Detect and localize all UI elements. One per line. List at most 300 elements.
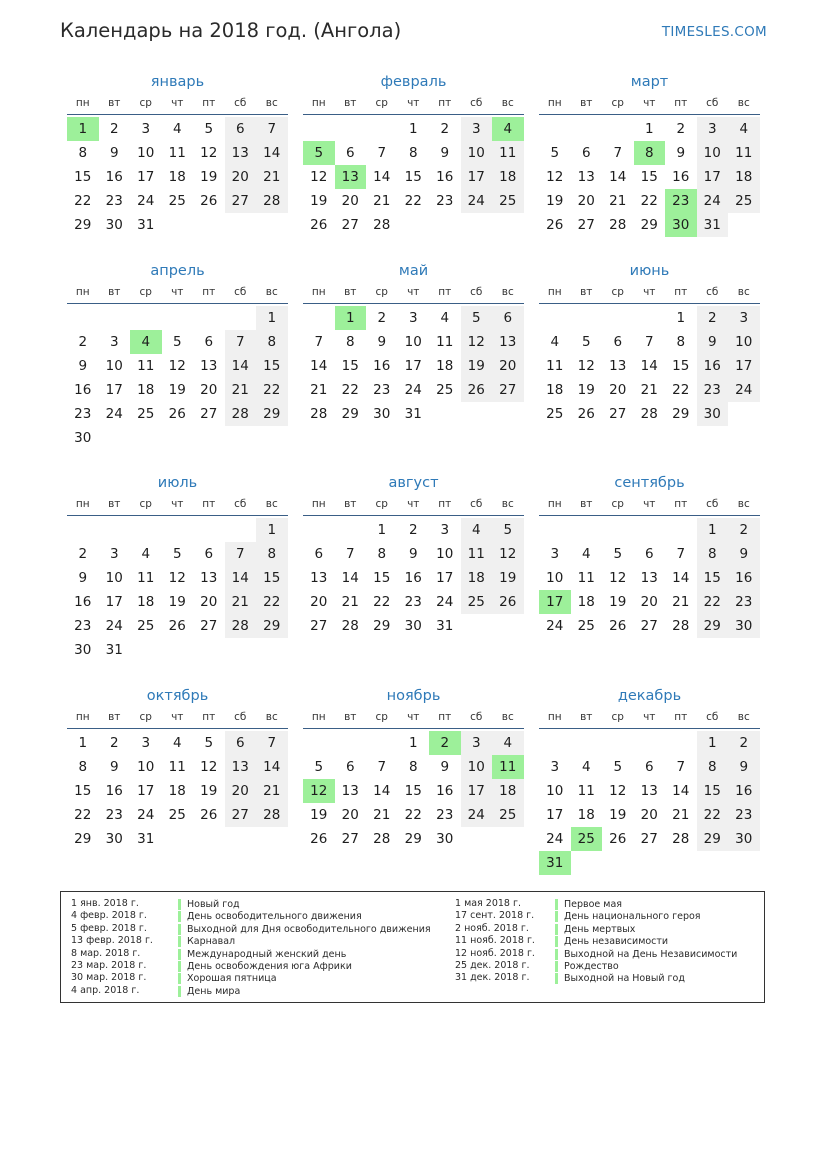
day-cell: 19 xyxy=(577,382,595,398)
legend-holiday-name: День мира xyxy=(178,986,240,997)
day-cell: 9 xyxy=(377,334,387,350)
day-cell: 19 xyxy=(546,193,564,209)
day-cell: 4 xyxy=(581,759,591,775)
weekday-label: вт xyxy=(580,498,593,510)
day-cell: 16 xyxy=(728,566,760,590)
weekday-label: ср xyxy=(375,97,388,109)
weekday-label: вт xyxy=(344,498,357,510)
weekday-label: пн xyxy=(547,286,562,298)
weekday-label: пн xyxy=(75,97,90,109)
day-cell: 4 xyxy=(172,121,182,137)
day-cell: 28 xyxy=(256,189,288,213)
day-cell: 12 xyxy=(461,330,493,354)
day-cell: 7 xyxy=(314,334,324,350)
day-cell: 23 xyxy=(105,193,123,209)
weekday-label: пн xyxy=(75,286,90,298)
day-cell: 21 xyxy=(310,382,328,398)
weekday-header xyxy=(539,96,760,115)
day-cell: 3 xyxy=(728,306,760,330)
legend-holiday-name: День освобождения юга Африки xyxy=(178,961,352,972)
legend-holiday-name: Карнавал xyxy=(178,936,235,947)
day-cell: 6 xyxy=(581,145,591,161)
legend-date: 11 нояб. 2018 г. xyxy=(455,935,535,947)
day-cell: 3 xyxy=(408,310,418,326)
day-cell: 20 xyxy=(310,594,328,610)
day-cell: 26 xyxy=(609,831,627,847)
weekday-label: вс xyxy=(265,711,278,723)
weekday-label: вс xyxy=(737,97,750,109)
day-cell: 22 xyxy=(640,193,658,209)
day-cell: 27 xyxy=(225,803,257,827)
days-grid xyxy=(539,731,760,875)
day-cell: 31 xyxy=(697,213,729,237)
day-cell: 16 xyxy=(697,354,729,378)
weekday-label: вс xyxy=(737,286,750,298)
day-cell: 10 xyxy=(546,570,564,586)
day-cell: 27 xyxy=(200,406,218,422)
day-cell: 30 xyxy=(74,430,92,446)
weekday-label: ср xyxy=(139,711,152,723)
weekday-header xyxy=(67,497,288,516)
day-cell: 25 xyxy=(168,807,186,823)
day-cell: 17 xyxy=(105,382,123,398)
weekday-label: пн xyxy=(547,498,562,510)
day-cell: 20 xyxy=(225,779,257,803)
day-cell: 11 xyxy=(546,358,564,374)
day-cell: 27 xyxy=(341,217,359,233)
day-cell: 29 xyxy=(404,831,422,847)
day-cell: 16 xyxy=(105,169,123,185)
day-cell: 28 xyxy=(640,406,658,422)
legend-date: 17 сент. 2018 г. xyxy=(455,910,535,922)
day-cell: 15 xyxy=(404,783,422,799)
day-cell: 9 xyxy=(728,542,760,566)
legend-date: 13 февр. 2018 г. xyxy=(71,935,153,947)
days-grid xyxy=(67,731,288,875)
day-cell: 13 xyxy=(200,358,218,374)
day-cell: 19 xyxy=(310,807,328,823)
day-cell: 13 xyxy=(310,570,328,586)
day-cell: 8 xyxy=(408,145,418,161)
day-cell: 18 xyxy=(492,165,524,189)
day-cell: 9 xyxy=(440,759,450,775)
day-cell: 9 xyxy=(676,145,686,161)
day-cell: 3 xyxy=(141,121,151,137)
day-cell: 26 xyxy=(310,831,328,847)
day-cell: 2 xyxy=(440,121,450,137)
day-cell: 2 xyxy=(676,121,686,137)
day-cell: 25 xyxy=(461,590,493,614)
day-cell: 12 xyxy=(546,169,564,185)
day-cell: 3 xyxy=(440,522,450,538)
month-name: декабрь xyxy=(617,688,682,704)
day-cell: 26 xyxy=(492,590,524,614)
day-cell: 21 xyxy=(672,594,690,610)
holiday-day-cell: 12 xyxy=(303,779,335,803)
weekday-label: чт xyxy=(171,498,184,510)
day-cell: 29 xyxy=(640,217,658,233)
days-grid xyxy=(539,306,760,450)
day-cell: 24 xyxy=(137,193,155,209)
days-grid xyxy=(539,117,760,261)
weekday-header xyxy=(303,710,524,729)
weekday-label: пн xyxy=(311,711,326,723)
day-cell: 5 xyxy=(314,759,324,775)
legend-holiday-name: Первое мая xyxy=(555,899,622,910)
day-cell: 8 xyxy=(408,759,418,775)
day-cell: 1 xyxy=(644,121,654,137)
holiday-day-cell: 8 xyxy=(634,141,666,165)
weekday-label: пт xyxy=(674,711,688,723)
day-cell: 25 xyxy=(492,803,524,827)
day-cell: 22 xyxy=(404,193,422,209)
day-cell: 17 xyxy=(461,779,493,803)
day-cell: 23 xyxy=(697,378,729,402)
weekday-header xyxy=(303,497,524,516)
legend-date: 12 нояб. 2018 г. xyxy=(455,947,535,959)
day-cell: 19 xyxy=(168,382,186,398)
day-cell: 9 xyxy=(78,570,88,586)
day-cell: 7 xyxy=(345,546,355,562)
day-cell: 14 xyxy=(225,566,257,590)
day-cell: 21 xyxy=(256,779,288,803)
day-cell: 29 xyxy=(672,406,690,422)
day-cell: 11 xyxy=(577,783,595,799)
day-cell: 22 xyxy=(256,378,288,402)
day-cell: 25 xyxy=(577,618,595,634)
day-cell: 15 xyxy=(697,779,729,803)
day-cell: 13 xyxy=(492,330,524,354)
holiday-day-cell: 4 xyxy=(130,330,162,354)
day-cell: 18 xyxy=(137,382,155,398)
day-cell: 2 xyxy=(109,735,119,751)
legend-holiday-name: Выходной на Новый год xyxy=(555,973,685,984)
day-cell: 20 xyxy=(492,354,524,378)
day-cell: 16 xyxy=(436,783,454,799)
day-cell: 14 xyxy=(672,783,690,799)
day-cell: 3 xyxy=(550,759,560,775)
day-cell: 30 xyxy=(728,827,760,851)
day-cell: 15 xyxy=(373,570,391,586)
weekday-label: вс xyxy=(501,711,514,723)
day-cell: 23 xyxy=(105,807,123,823)
day-cell: 1 xyxy=(697,518,729,542)
day-cell: 19 xyxy=(492,566,524,590)
day-cell: 8 xyxy=(345,334,355,350)
day-cell: 7 xyxy=(613,145,623,161)
day-cell: 26 xyxy=(609,618,627,634)
weekday-label: пт xyxy=(202,286,216,298)
day-cell: 15 xyxy=(74,169,92,185)
weekday-label: вс xyxy=(501,286,514,298)
day-cell: 17 xyxy=(461,165,493,189)
day-cell: 27 xyxy=(492,378,524,402)
weekday-label: сб xyxy=(234,97,247,109)
day-cell: 17 xyxy=(728,354,760,378)
day-cell: 16 xyxy=(74,382,92,398)
day-cell: 18 xyxy=(546,382,564,398)
day-cell: 20 xyxy=(341,193,359,209)
day-cell: 13 xyxy=(200,570,218,586)
day-cell: 13 xyxy=(341,783,359,799)
weekday-label: чт xyxy=(643,711,656,723)
day-cell: 21 xyxy=(672,807,690,823)
legend-holiday-name: Хорошая пятница xyxy=(178,973,277,984)
weekday-label: вт xyxy=(344,286,357,298)
day-cell: 5 xyxy=(613,759,623,775)
weekday-label: сб xyxy=(234,498,247,510)
weekday-label: вс xyxy=(501,498,514,510)
day-cell: 5 xyxy=(172,334,182,350)
day-cell: 16 xyxy=(105,783,123,799)
weekday-label: сб xyxy=(470,498,483,510)
weekday-header xyxy=(67,96,288,115)
month-name: сентябрь xyxy=(614,475,685,491)
days-grid xyxy=(303,117,524,261)
legend-holiday-name: День освободительного движения xyxy=(178,911,362,922)
day-cell: 8 xyxy=(256,542,288,566)
day-cell: 13 xyxy=(640,570,658,586)
day-cell: 28 xyxy=(609,217,627,233)
day-cell: 21 xyxy=(256,165,288,189)
weekday-label: сб xyxy=(470,286,483,298)
day-cell: 16 xyxy=(672,169,690,185)
holiday-day-cell: 2 xyxy=(429,731,461,755)
weekday-label: пт xyxy=(438,286,452,298)
weekday-label: ср xyxy=(139,286,152,298)
legend-date: 2 нояб. 2018 г. xyxy=(455,922,529,934)
holiday-day-cell: 5 xyxy=(303,141,335,165)
day-cell: 30 xyxy=(105,217,123,233)
day-cell: 2 xyxy=(408,522,418,538)
day-cell: 24 xyxy=(461,803,493,827)
holiday-day-cell: 23 xyxy=(665,189,697,213)
weekday-label: вт xyxy=(580,711,593,723)
day-cell: 10 xyxy=(461,141,493,165)
day-cell: 12 xyxy=(310,169,328,185)
weekday-label: вт xyxy=(580,286,593,298)
day-cell: 25 xyxy=(546,406,564,422)
day-cell: 28 xyxy=(373,831,391,847)
day-cell: 27 xyxy=(225,189,257,213)
day-cell: 20 xyxy=(200,594,218,610)
day-cell: 2 xyxy=(728,518,760,542)
day-cell: 5 xyxy=(461,306,493,330)
day-cell: 29 xyxy=(697,827,729,851)
day-cell: 7 xyxy=(377,145,387,161)
weekday-label: пт xyxy=(674,97,688,109)
legend-date: 8 мар. 2018 г. xyxy=(71,947,141,959)
day-cell: 22 xyxy=(697,590,729,614)
day-cell: 22 xyxy=(373,594,391,610)
days-grid xyxy=(67,117,288,261)
day-cell: 7 xyxy=(256,117,288,141)
day-cell: 19 xyxy=(168,594,186,610)
day-cell: 9 xyxy=(697,330,729,354)
day-cell: 17 xyxy=(697,165,729,189)
day-cell: 7 xyxy=(676,759,686,775)
weekday-header xyxy=(67,285,288,304)
day-cell: 19 xyxy=(200,169,218,185)
day-cell: 28 xyxy=(310,406,328,422)
day-cell: 26 xyxy=(200,807,218,823)
month-name: октябрь xyxy=(146,688,209,704)
day-cell: 12 xyxy=(200,145,218,161)
day-cell: 28 xyxy=(256,803,288,827)
weekday-label: ср xyxy=(375,286,388,298)
day-cell: 14 xyxy=(373,783,391,799)
weekday-label: ср xyxy=(611,97,624,109)
legend-date: 1 мая 2018 г. xyxy=(455,898,521,909)
weekday-label: ср xyxy=(375,711,388,723)
day-cell: 20 xyxy=(341,807,359,823)
day-cell: 15 xyxy=(256,354,288,378)
day-cell: 19 xyxy=(200,783,218,799)
month-name: август xyxy=(388,475,439,491)
legend-date: 25 дек. 2018 г. xyxy=(455,959,530,971)
weekday-label: пт xyxy=(202,97,216,109)
day-cell: 6 xyxy=(492,306,524,330)
day-cell: 4 xyxy=(492,731,524,755)
day-cell: 10 xyxy=(728,330,760,354)
day-cell: 6 xyxy=(204,334,214,350)
day-cell: 14 xyxy=(225,354,257,378)
day-cell: 1 xyxy=(408,121,418,137)
legend-holiday-name: День национального героя xyxy=(555,911,701,922)
weekday-label: вт xyxy=(108,286,121,298)
day-cell: 5 xyxy=(581,334,591,350)
weekday-label: пт xyxy=(438,97,452,109)
day-cell: 29 xyxy=(256,614,288,638)
day-cell: 15 xyxy=(640,169,658,185)
day-cell: 7 xyxy=(225,542,257,566)
day-cell: 31 xyxy=(137,831,155,847)
day-cell: 11 xyxy=(168,145,186,161)
day-cell: 4 xyxy=(581,546,591,562)
day-cell: 22 xyxy=(74,807,92,823)
holiday-day-cell: 11 xyxy=(492,755,524,779)
weekday-label: сб xyxy=(706,711,719,723)
day-cell: 15 xyxy=(256,566,288,590)
day-cell: 2 xyxy=(728,731,760,755)
weekday-label: ср xyxy=(611,711,624,723)
day-cell: 7 xyxy=(225,330,257,354)
day-cell: 2 xyxy=(78,546,88,562)
day-cell: 12 xyxy=(168,358,186,374)
day-cell: 8 xyxy=(676,334,686,350)
day-cell: 10 xyxy=(137,759,155,775)
day-cell: 24 xyxy=(461,189,493,213)
legend-holiday-name: Рождество xyxy=(555,961,619,972)
weekday-label: сб xyxy=(706,286,719,298)
legend-date: 5 февр. 2018 г. xyxy=(71,922,147,934)
day-cell: 17 xyxy=(105,594,123,610)
day-cell: 8 xyxy=(78,759,88,775)
day-cell: 1 xyxy=(676,310,686,326)
day-cell: 25 xyxy=(137,618,155,634)
day-cell: 11 xyxy=(728,141,760,165)
weekday-label: чт xyxy=(171,711,184,723)
day-cell: 21 xyxy=(640,382,658,398)
day-cell: 25 xyxy=(492,189,524,213)
day-cell: 3 xyxy=(109,546,119,562)
day-cell: 24 xyxy=(404,382,422,398)
day-cell: 14 xyxy=(256,141,288,165)
day-cell: 14 xyxy=(609,169,627,185)
day-cell: 22 xyxy=(697,803,729,827)
day-cell: 24 xyxy=(105,618,123,634)
day-cell: 18 xyxy=(168,783,186,799)
day-cell: 3 xyxy=(461,731,493,755)
month-name: июнь xyxy=(629,263,670,279)
day-cell: 10 xyxy=(105,358,123,374)
day-cell: 10 xyxy=(105,570,123,586)
day-cell: 29 xyxy=(341,406,359,422)
day-cell: 18 xyxy=(461,566,493,590)
day-cell: 3 xyxy=(697,117,729,141)
day-cell: 26 xyxy=(310,217,328,233)
day-cell: 13 xyxy=(577,169,595,185)
day-cell: 30 xyxy=(105,831,123,847)
weekday-label: вс xyxy=(737,711,750,723)
weekday-label: вс xyxy=(737,498,750,510)
day-cell: 18 xyxy=(436,358,454,374)
day-cell: 30 xyxy=(697,402,729,426)
legend-holiday-name: Выходной для Дня освободительного движения xyxy=(178,924,431,935)
holiday-day-cell: 13 xyxy=(335,165,367,189)
holiday-day-cell: 1 xyxy=(67,117,99,141)
day-cell: 20 xyxy=(225,165,257,189)
day-cell: 16 xyxy=(74,594,92,610)
holiday-day-cell: 30 xyxy=(665,213,697,237)
weekday-label: пн xyxy=(75,498,90,510)
day-cell: 6 xyxy=(613,334,623,350)
day-cell: 27 xyxy=(577,217,595,233)
day-cell: 10 xyxy=(697,141,729,165)
weekday-label: ср xyxy=(611,498,624,510)
day-cell: 5 xyxy=(172,546,182,562)
day-cell: 18 xyxy=(168,169,186,185)
day-cell: 1 xyxy=(78,735,88,751)
day-cell: 4 xyxy=(141,546,151,562)
day-cell: 11 xyxy=(137,358,155,374)
day-cell: 28 xyxy=(225,614,257,638)
day-cell: 13 xyxy=(225,141,257,165)
page-title: Календарь на 2018 год. (Ангола) xyxy=(60,19,402,42)
day-cell: 2 xyxy=(78,334,88,350)
day-cell: 19 xyxy=(310,193,328,209)
day-cell: 21 xyxy=(373,807,391,823)
days-grid xyxy=(303,518,524,662)
weekday-label: сб xyxy=(470,97,483,109)
day-cell: 22 xyxy=(341,382,359,398)
legend-holiday-name: Международный женский день xyxy=(178,949,346,960)
day-cell: 14 xyxy=(672,570,690,586)
day-cell: 6 xyxy=(225,117,257,141)
day-cell: 24 xyxy=(105,406,123,422)
day-cell: 11 xyxy=(436,334,454,350)
legend-date: 31 дек. 2018 г. xyxy=(455,972,530,984)
day-cell: 14 xyxy=(341,570,359,586)
day-cell: 8 xyxy=(697,542,729,566)
weekday-label: вт xyxy=(344,711,357,723)
brand-link[interactable]: TIMESLES.COM xyxy=(661,24,767,40)
day-cell: 28 xyxy=(672,831,690,847)
day-cell: 11 xyxy=(168,759,186,775)
day-cell: 26 xyxy=(200,193,218,209)
day-cell: 29 xyxy=(256,402,288,426)
weekday-label: вс xyxy=(265,286,278,298)
